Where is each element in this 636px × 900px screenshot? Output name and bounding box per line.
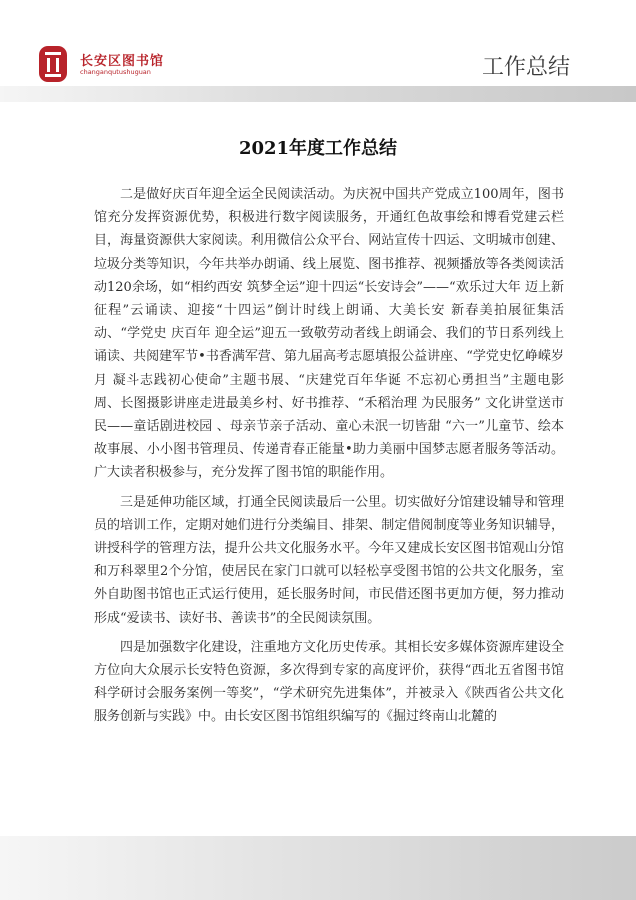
paragraph-2: 二是做好庆百年迎全运全民阅读活动。为庆祝中国共产党成立100周年，图书馆充分发挥资源优势，积极进行数字阅读服务，开通红色故事绘和博看党建云栏目，海量资源供大家阅读。利用微信公众平台、网站宣传十四运、文明城市创建、垃圾分类等知识，今年共举办朗诵、线上展览、图书推荐、视频播放等各类阅读活动120余场，如“相约西安 筑梦全运”迎十四运“长安诗会”——“欢乐过大年 迈上新征程”云诵读、迎接“十四运”倒计时线上朗诵、大美长安 新春美拍展征集活动、“学党史 庆百年 迎全运”迎五一致敬劳动者线上朗诵会、我们的节日系列线上诵读、共阅建军节•书香满军营、第九届高考志愿填报公益讲座、“学党史忆峥嵘岁月 凝斗志践初心使命”主题书展、“庆建党百年华诞 不忘初心勇担当”主题电影周、长图摄影讲座走进最美乡村、好书推荐、“禾稻治理 为民服务” 文化讲堂送市民——童话剧进校园 、母亲节亲子活动、童心未泯一切皆甜 “六一”儿童节、绘本故事展、小小图书管理员、传递青春正能量•助力美丽中国梦志愿者服务等活动。广大读者积极参与，充分发挥了图书馆的职能作用。 [94,187,564,481]
paragraph-3: 三是延伸功能区域，打通全民阅读最后一公里。切实做好分馆建设辅导和管理员的培训工作，定期对她们进行分类编目、排架、制定借阅制度等业务知识辅导，讲授科学的管理方法，提升公共文化服务水平。今年又建成长安区图书馆观山分馆和万科翠里2个分馆，使居民在家门口就可以轻松享受图书馆的公共文化服务，室外自助图书馆也正式运行使用，延长服务时间，市民借还图书更加方便，努力推动形成“爱读书、读好书、善读书”的全民阅读氛围。 [94,494,564,626]
document-title: 2021年度工作总结 [238,138,398,159]
section-title: 工作总结 [481,55,570,80]
library-seal-icon [38,44,68,84]
document-body [94,183,564,735]
library-name: 长安区图书馆 [80,54,165,69]
header-band [0,86,636,102]
library-pinyin: changanqutushuguan [80,68,151,76]
footer-band [0,836,636,900]
paragraph-4: 四是加强数字化建设，注重地方文化历史传承。其相长安多媒体资源库建设全方位向大众展示长安特色资源，多次得到专家的高度评价，获得“西北五省图书馆科学研讨会服务案例一等奖”，“学术研究先进集体”，并被录入《陕西省公共文化服务创新与实践》中。由长安区图书馆组织编写的《掘过终南山北麓的 [94,639,564,725]
